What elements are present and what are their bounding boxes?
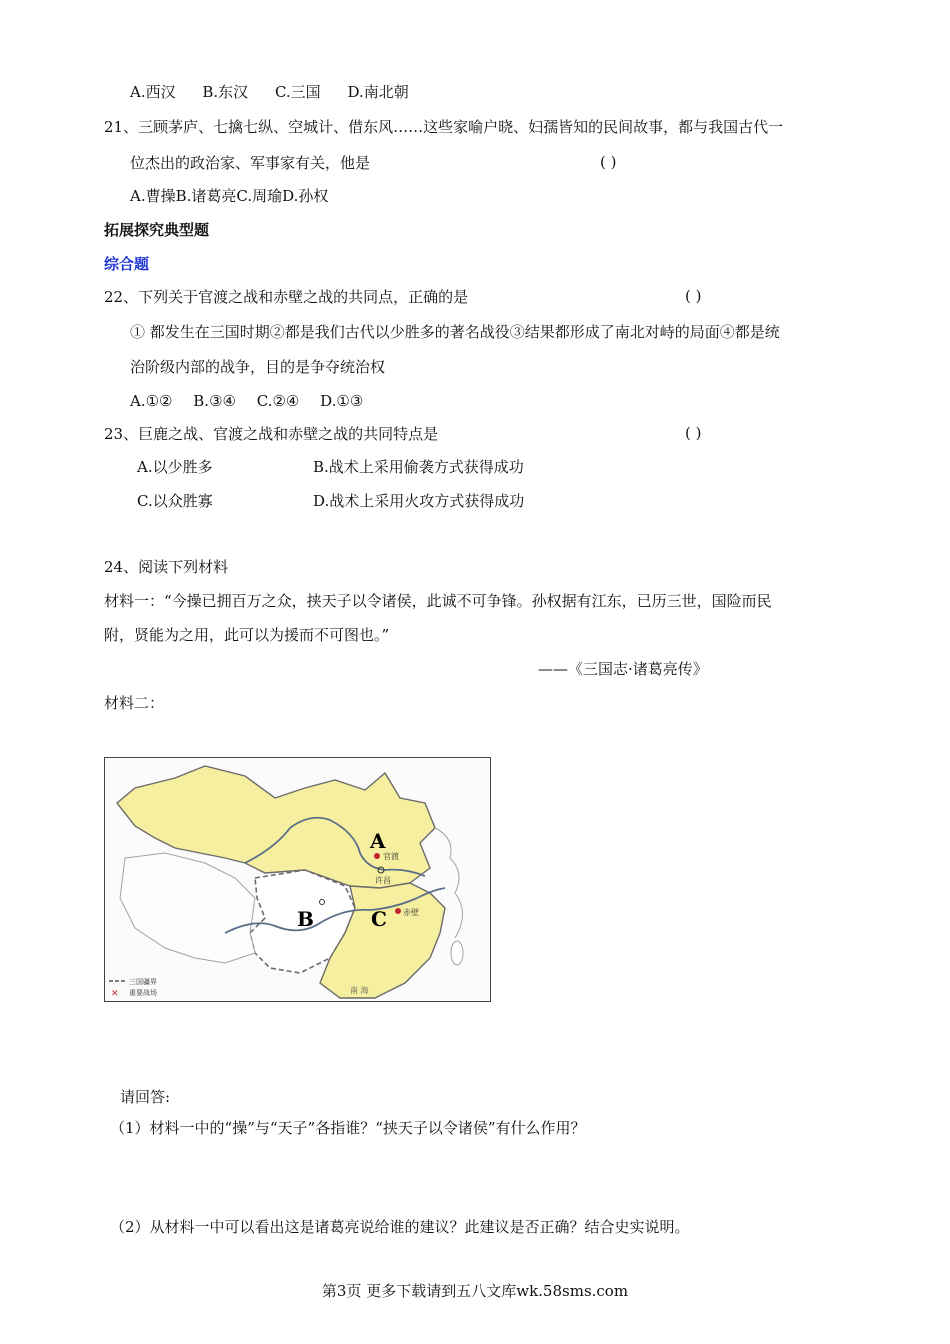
subsection-title: 综合题 — [104, 255, 150, 273]
city-guandu-label: 官渡 — [383, 852, 399, 861]
west-region — [120, 853, 255, 963]
q22-option-b: B.③④ — [193, 392, 236, 410]
island — [451, 941, 463, 965]
sea-label: 南 海 — [350, 986, 369, 995]
q20-option-d: D.南北朝 — [347, 83, 409, 101]
page-footer: 第3页 更多下载请到五八文库wk.58sms.com — [321, 1282, 629, 1300]
q21-options: A.曹操B.诸葛亮C.周瑜D.孙权 — [130, 187, 329, 205]
material1-source: ——《三国志·诸葛亮传》 — [538, 660, 708, 678]
city-xuchang-label: 许昌 — [375, 876, 391, 885]
material2-label: 材料二： — [104, 694, 165, 712]
q22-line2: ① 都发生在三国时期②都是我们古代以少胜多的著名战役③结果都形成了南北对峙的局面④都是统 — [130, 323, 780, 341]
q23-option-b: B.战术上采用偷袭方式获得成功 — [313, 458, 524, 476]
q21-line1: 21、三顾茅庐、七擒七纵、空城计、借东风……这些家喻户晓、妇孺皆知的民间故事，都与我国古代一 — [104, 118, 784, 136]
q22-answer-paren: ( ) — [685, 287, 702, 305]
q23-answer-paren: ( ) — [685, 424, 702, 442]
map-svg — [105, 758, 490, 1001]
q22-option-a: A.①② — [130, 392, 173, 410]
q21-line2: 位杰出的政治家、军事家有关，他是 — [130, 154, 371, 172]
legend-battle-icon: ✕ — [111, 989, 119, 999]
legend-border-label: 三国疆界 — [129, 978, 157, 986]
material1-line2: 附，贤能为之用，此可以为援而不可图也。” — [104, 626, 390, 644]
q20-option-b: B.东汉 — [202, 83, 249, 101]
q22-line3: 治阶级内部的战争，目的是争夺统治权 — [130, 358, 386, 376]
q22-stem: 22、下列关于官渡之战和赤壁之战的共同点，正确的是 — [104, 288, 469, 306]
q23-option-c: C.以众胜寡 — [137, 492, 213, 510]
q23-stem: 23、巨鹿之战、官渡之战和赤壁之战的共同特点是 — [104, 425, 439, 443]
q20-option-a: A.西汉 — [130, 83, 176, 101]
q20-options — [130, 82, 431, 102]
map-label-b: B — [297, 907, 314, 931]
material1-line1: 材料一：“今操已拥百万之众，挟天子以令诸侯，此诚不可争锋。孙权据有江东，已历三世，国险而民 — [104, 592, 772, 610]
q21-answer-paren: ( ) — [600, 153, 617, 171]
three-kingdoms-map — [104, 757, 491, 1002]
map-label-a: A — [370, 829, 386, 853]
q20-option-c: C.三国 — [274, 83, 321, 101]
q23-option-d: D.战术上采用火攻方式获得成功 — [313, 492, 525, 510]
map-label-c: C — [371, 907, 387, 931]
chibi-marker — [395, 908, 401, 914]
legend-battle-label: 重要战场 — [129, 989, 157, 997]
q24-sub1: （1）材料一中的“操”与“天子”各指谁？“挟天子以令诸侯”有什么作用？ — [110, 1119, 586, 1137]
q23-option-a: A.以少胜多 — [137, 458, 213, 476]
q22-option-c: C.②④ — [256, 392, 300, 410]
city-chibi-label: 赤壁 — [403, 908, 419, 917]
guandu-marker — [374, 853, 380, 859]
section-title: 拓展探究典型题 — [104, 221, 210, 239]
q24-sub2: （2）从材料一中可以看出这是诸葛亮说给谁的建议？此建议是否正确？结合史实说明。 — [110, 1218, 690, 1236]
answer-prompt: 请回答: — [120, 1088, 171, 1106]
q24-stem: 24、阅读下列材料 — [104, 558, 229, 576]
q22-options — [130, 391, 379, 411]
q22-option-d: D.①③ — [320, 392, 364, 410]
